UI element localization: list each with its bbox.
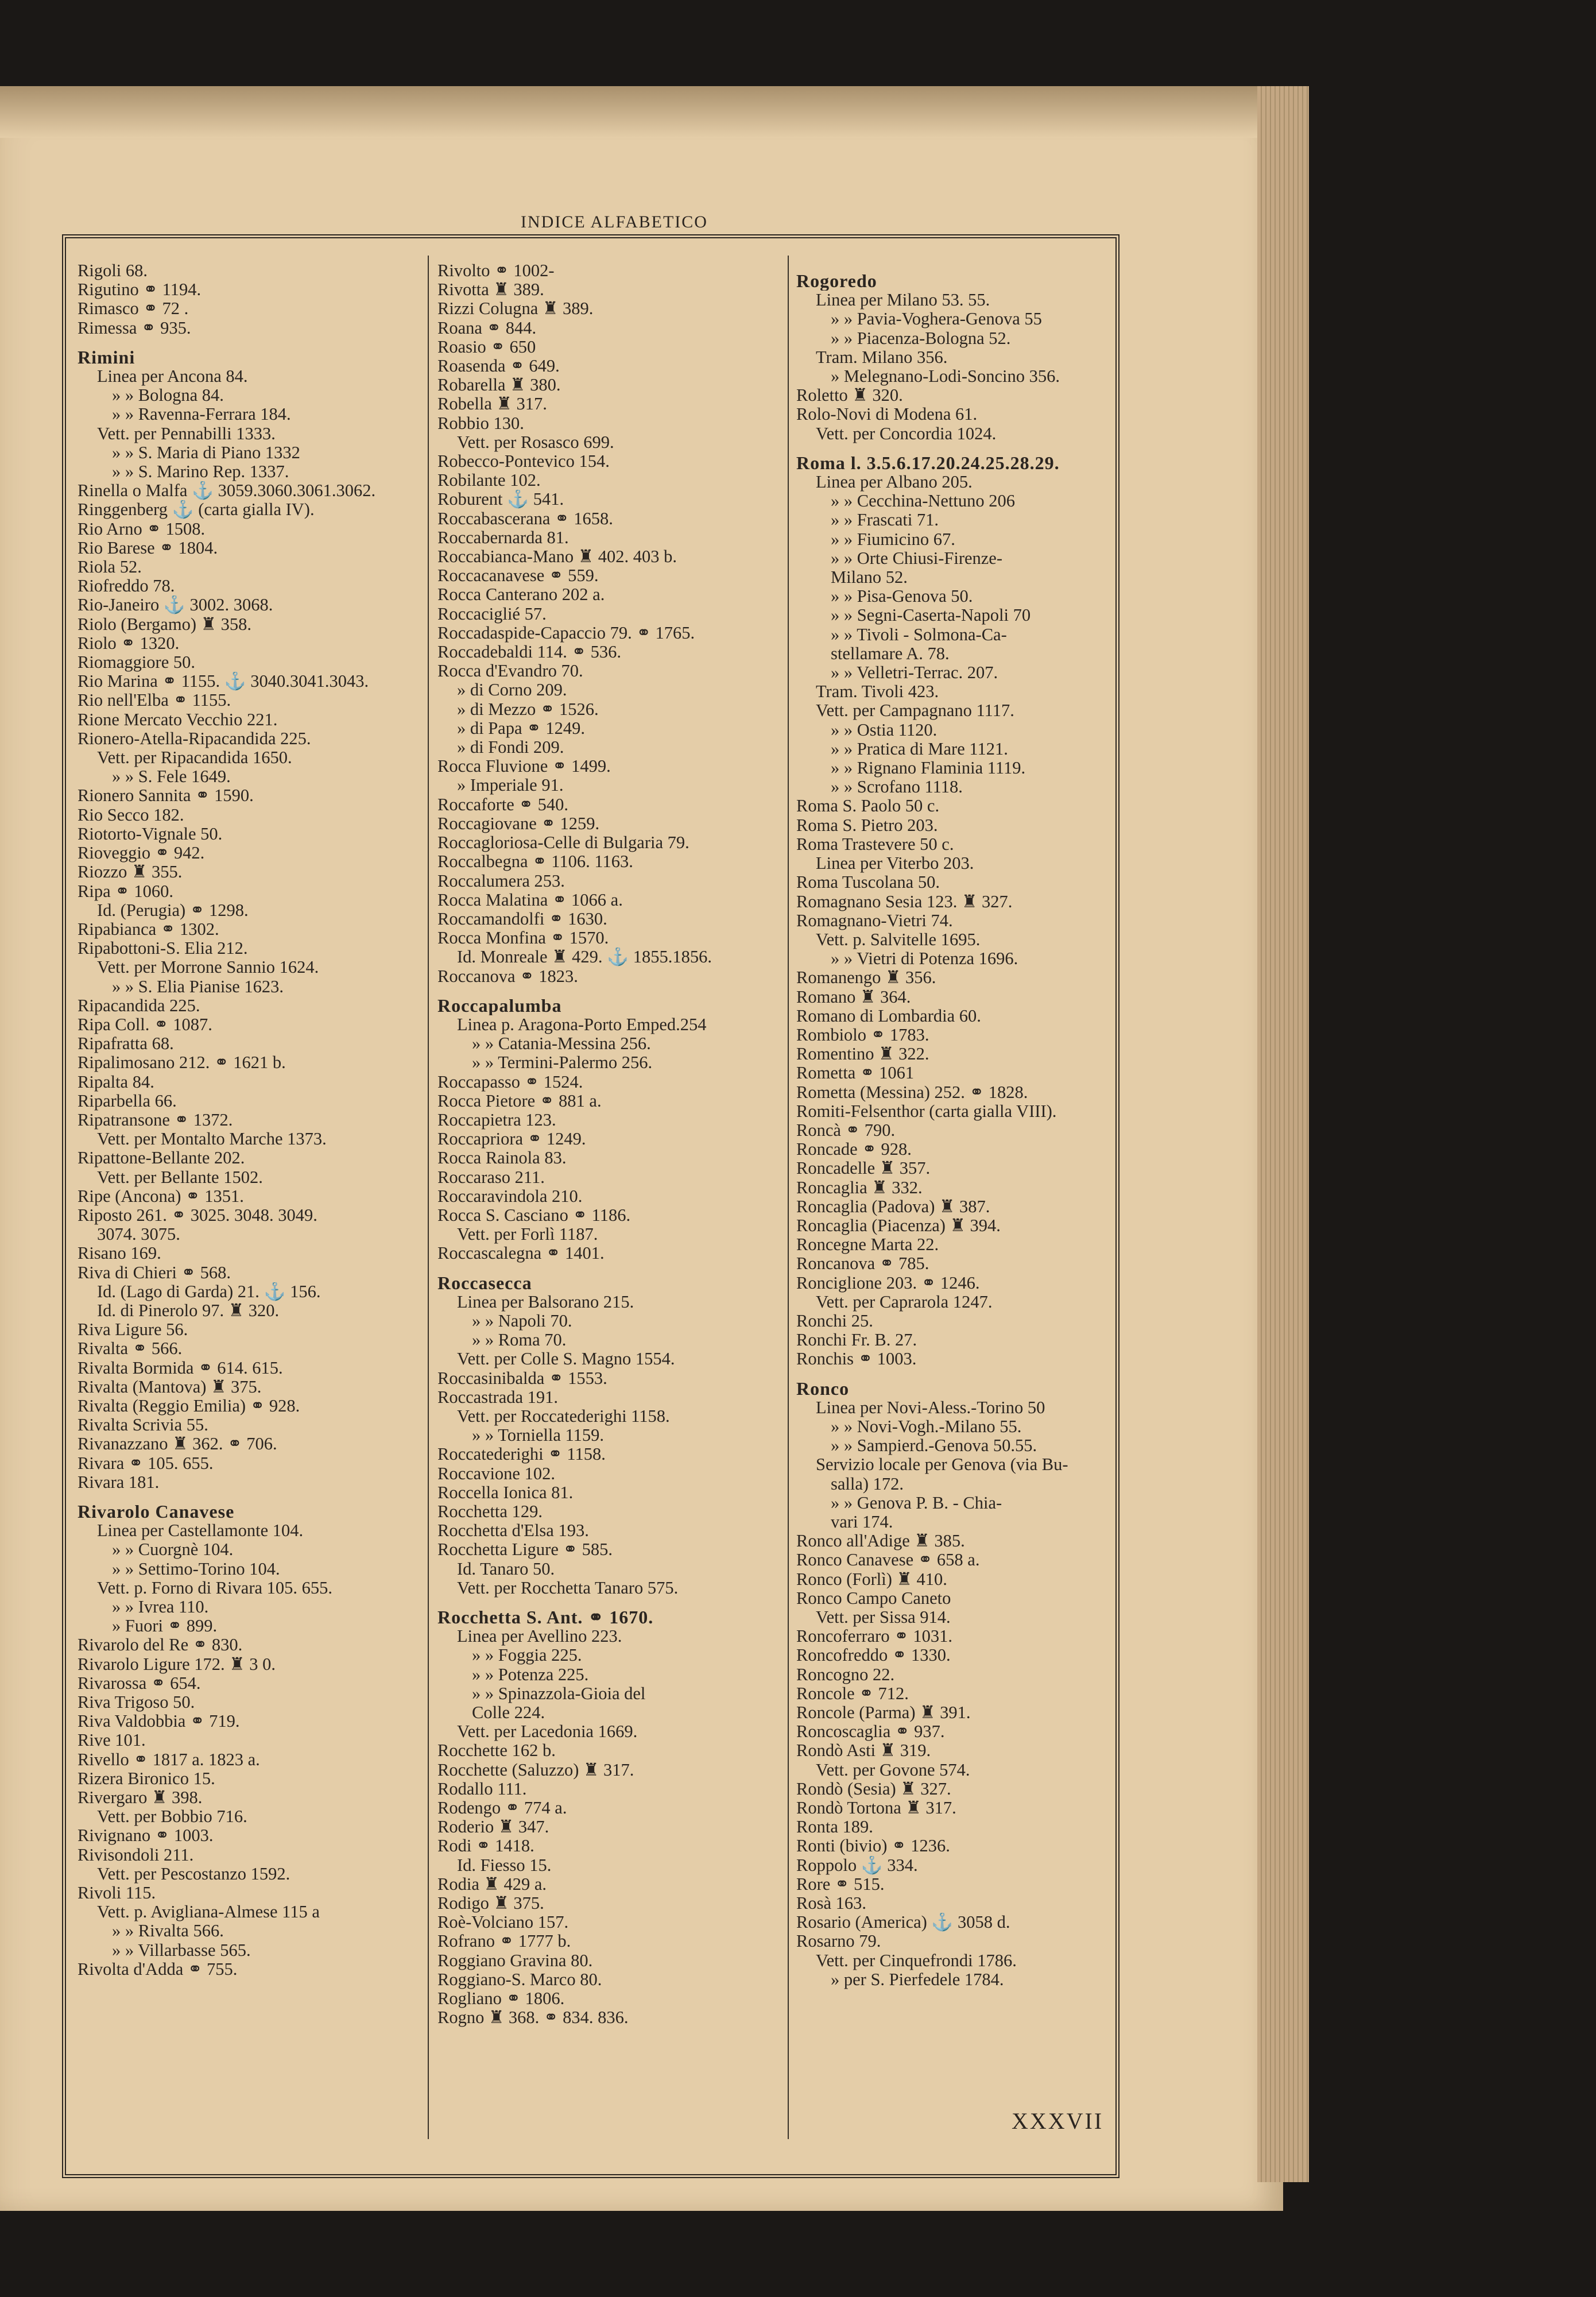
index-entry: Romiti-Felsenthor (carta gialla VIII).: [796, 1101, 1057, 1121]
index-entry: » di Corno 209.: [457, 680, 567, 700]
index-entry: Ripattone-Bellante 202.: [78, 1148, 245, 1168]
index-entry: Riva Trigoso 50.: [78, 1693, 195, 1712]
index-entry: Romano ♜ 364.: [796, 987, 911, 1007]
index-entry: Rive 101.: [78, 1731, 146, 1750]
index-column-3: [796, 261, 1118, 1989]
index-entry: Rivolto ⚭ 1002-: [437, 261, 555, 280]
index-entry: » per S. Pierfedele 1784.: [831, 1970, 1004, 1989]
index-entry: Servizio locale per Genova (via Bu-: [816, 1455, 1068, 1475]
index-entry: Roccadebaldi 114. ⚭ 536.: [437, 643, 622, 662]
index-entry: Rizera Bironico 15.: [78, 1769, 215, 1788]
index-entry: Ripabianca ⚭ 1302.: [78, 919, 219, 939]
index-entry: Roccalbegna ⚭ 1106. 1163.: [437, 852, 633, 872]
index-entry: » » Ivrea 110.: [112, 1598, 209, 1617]
index-entry: Riparbella 66.: [78, 1091, 177, 1111]
index-entry: Roana ⚭ 844.: [437, 318, 537, 338]
index-entry: Robbio 130.: [437, 413, 524, 433]
index-entry: Tram. Milano 356.: [816, 347, 948, 367]
index-heading: Roccasecca: [437, 1273, 532, 1293]
index-entry: Vett. per Colle S. Magno 1554.: [457, 1349, 675, 1369]
index-entry: Rivanazzano ♜ 362. ⚭ 706.: [78, 1434, 277, 1454]
index-entry: Rocchetta 129.: [437, 1502, 543, 1521]
index-entry: » » Pisa-Genova 50.: [831, 587, 973, 606]
index-entry: Rivarolo Ligure 172. ♜ 3 0.: [78, 1654, 276, 1674]
index-entry: Roccaciglié 57.: [437, 604, 547, 624]
index-entry: Ronco Campo Caneto: [796, 1588, 951, 1608]
index-entry: Vett. per Rosasco 699.: [457, 432, 614, 452]
index-entry: » Melegnano-Lodi-Soncino 356.: [831, 367, 1060, 386]
index-entry: Rivara 181.: [78, 1472, 160, 1492]
index-entry: Roccascalegna ⚭ 1401.: [437, 1244, 605, 1263]
index-entry: Ronta 189.: [796, 1818, 873, 1837]
index-entry: Ronchi Fr. B. 27.: [796, 1331, 917, 1350]
index-entry: stellamare A. 78.: [831, 644, 950, 663]
index-entry: Rizzi Colugna ♜ 389.: [437, 299, 594, 319]
index-entry: Romanengo ♜ 356.: [796, 968, 936, 988]
index-entry: Ripabottoni-S. Elia 212.: [78, 939, 248, 958]
index-entry: Vett. per Bobbio 716.: [97, 1807, 247, 1827]
index-entry: Roncole ⚭ 712.: [796, 1684, 909, 1703]
index-entry: Rivello ⚭ 1817 a. 1823 a.: [78, 1750, 260, 1769]
index-entry: » » Rignano Flaminia 1119.: [831, 759, 1026, 778]
index-entry: » » Scrofano 1118.: [831, 778, 963, 797]
index-entry: Roma S. Pietro 203.: [796, 815, 938, 835]
index-heading: Roma l. 3.5.6.17.20.24.25.28.29.: [796, 453, 1060, 473]
index-entry: » Imperiale 91.: [457, 776, 564, 795]
index-entry: Roccapietra 123.: [437, 1110, 556, 1130]
index-entry: Rodallo 111.: [437, 1779, 527, 1799]
index-entry: » » Genova P. B. - Chia-: [831, 1493, 1002, 1513]
index-entry: Roncade ⚭ 928.: [796, 1140, 912, 1159]
index-entry: » » Pratica di Mare 1121.: [831, 739, 1008, 759]
index-entry: 3074. 3075.: [97, 1225, 180, 1244]
index-entry: » » Velletri-Terrac. 207.: [831, 663, 998, 683]
index-entry: » » Segni-Caserta-Napoli 70: [831, 606, 1031, 625]
index-entry: Roccastrada 191.: [437, 1387, 559, 1407]
index-entry: Roncoferraro ⚭ 1031.: [796, 1627, 953, 1646]
index-entry: Linea per Avellino 223.: [457, 1627, 622, 1646]
index-entry: Linea per Castellamonte 104.: [97, 1521, 304, 1541]
index-entry: Rogno ♜ 368. ⚭ 834. 836.: [437, 2008, 629, 2028]
index-entry: Linea per Ancona 84.: [97, 367, 248, 386]
index-entry: Rocchette (Saluzzo) ♜ 317.: [437, 1760, 634, 1780]
index-entry: Rivalta (Reggio Emilia) ⚭ 928.: [78, 1396, 300, 1416]
index-entry: Vett. per Montalto Marche 1373.: [97, 1130, 327, 1149]
index-entry: Romentino ♜ 322.: [796, 1045, 929, 1064]
index-entry: Roccaraso 211.: [437, 1167, 545, 1187]
index-entry: Id. Fiesso 15.: [457, 1855, 552, 1875]
index-entry: » » Piacenza-Bologna 52.: [831, 328, 1011, 348]
index-entry: Riva Ligure 56.: [78, 1320, 188, 1340]
index-entry: Rio-Janeiro ⚓ 3002. 3068.: [78, 595, 273, 615]
index-entry: Linea per Balsorano 215.: [457, 1292, 634, 1312]
index-entry: Roccapasso ⚭ 1524.: [437, 1072, 583, 1092]
index-heading: Roccapalumba: [437, 996, 562, 1015]
index-entry: Riola 52.: [78, 558, 142, 577]
index-entry: Riofreddo 78.: [78, 577, 175, 596]
index-entry: Vett. per Concordia 1024.: [816, 424, 997, 443]
index-entry: Riotorto-Vignale 50.: [78, 824, 223, 844]
index-entry: Roccacanavese ⚭ 559.: [437, 566, 599, 586]
index-entry: Roasenda ⚭ 649.: [437, 357, 560, 376]
index-entry: Vett. p. Avigliana-Almese 115 a: [97, 1902, 320, 1922]
index-entry: Ripa ⚭ 1060.: [78, 881, 174, 901]
index-entry: Roncogno 22.: [796, 1665, 895, 1684]
index-entry: Rore ⚭ 515.: [796, 1874, 885, 1894]
index-entry: Roncaglia ♜ 332.: [796, 1178, 923, 1197]
index-entry: Romagnano Sesia 123. ♜ 327.: [796, 892, 1013, 911]
page-top-shadow: [0, 86, 1283, 138]
index-entry: Rio Marina ⚭ 1155. ⚓ 3040.3041.3043.: [78, 672, 369, 691]
index-entry: Roncanova ⚭ 785.: [796, 1254, 929, 1274]
index-entry: » » Rivalta 566.: [112, 1921, 224, 1941]
index-entry: Rocchette 162 b.: [437, 1741, 556, 1761]
index-entry: » » Bologna 84.: [112, 386, 224, 405]
index-entry: Rivalta (Mantova) ♜ 375.: [78, 1377, 262, 1397]
index-entry: Roggiano Gravina 80.: [437, 1951, 593, 1970]
index-entry: Risano 169.: [78, 1244, 161, 1263]
index-entry: Rometta ⚭ 1061: [796, 1064, 915, 1083]
index-entry: Roccabernarda 81.: [437, 528, 569, 547]
index-entry: » » Spinazzola-Gioia del: [472, 1684, 646, 1703]
index-entry: » Fuori ⚭ 899.: [112, 1617, 218, 1636]
index-entry: Linea per Albano 205.: [816, 473, 973, 492]
index-entry: Rivalta Bormida ⚭ 614. 615.: [78, 1358, 283, 1378]
index-entry: Vett. per Roccatederighi 1158.: [457, 1406, 670, 1426]
index-entry: Robarella ♜ 380.: [437, 376, 561, 395]
index-entry: Ringgenberg ⚓ (carta gialla IV).: [78, 500, 315, 520]
index-entry: Id. Tanaro 50.: [457, 1559, 555, 1579]
index-entry: Rondò Asti ♜ 319.: [796, 1741, 931, 1761]
index-entry: Roderio ♜ 347.: [437, 1818, 549, 1837]
index-entry: Roccella Ionica 81.: [437, 1483, 574, 1502]
index-entry: Linea per Milano 53. 55.: [816, 291, 990, 310]
index-entry: Rivarossa ⚭ 654.: [78, 1673, 201, 1693]
index-entry: Ripatransone ⚭ 1372.: [78, 1110, 233, 1130]
index-entry: Robella ♜ 317.: [437, 395, 547, 414]
index-entry: Ripalimosano 212. ⚭ 1621 b.: [78, 1053, 286, 1073]
index-entry: » » Orte Chiusi-Firenze-: [831, 548, 1002, 568]
index-entry: Romagnano-Vietri 74.: [796, 911, 953, 930]
index-entry: Roletto ♜ 320.: [796, 386, 903, 405]
index-entry: Rodigo ♜ 375.: [437, 1894, 544, 1913]
index-entry: Vett. per Cinquefrondi 1786.: [816, 1951, 1017, 1970]
index-entry: Vett. per Bellante 1502.: [97, 1167, 263, 1187]
index-entry: Rodengo ⚭ 774 a.: [437, 1799, 567, 1818]
index-entry: Roccaforte ⚭ 540.: [437, 795, 568, 814]
index-entry: Roppolo ⚓ 334.: [796, 1855, 918, 1875]
index-entry: Roccalumera 253.: [437, 871, 565, 891]
index-entry: Rocca Monfina ⚭ 1570.: [437, 929, 609, 948]
index-entry: Rodia ♜ 429 a.: [437, 1874, 547, 1894]
index-entry: Roma Trastevere 50 c.: [796, 834, 954, 854]
index-entry: » » Termini-Palermo 256.: [472, 1053, 653, 1073]
index-entry: Vett. per Sissa 914.: [816, 1608, 951, 1627]
index-entry: Milano 52.: [831, 568, 908, 587]
index-entry: » » Napoli 70.: [472, 1311, 572, 1331]
index-entry: Rioveggio ⚭ 942.: [78, 844, 205, 863]
index-heading: Rocchetta S. Ant. ⚭ 1670.: [437, 1608, 654, 1627]
index-heading: Rimini: [78, 347, 135, 368]
index-entry: » » Cuorgnè 104.: [112, 1540, 234, 1560]
index-entry: salla) 172.: [831, 1474, 904, 1494]
index-entry: Rodi ⚭ 1418.: [437, 1836, 534, 1856]
index-entry: Rio Arno ⚭ 1508.: [78, 519, 206, 539]
column-separator: [428, 256, 429, 2139]
index-entry: Roccanova ⚭ 1823.: [437, 966, 578, 986]
index-heading: Rogoredo: [796, 272, 877, 291]
index-entry: Rosà 163.: [796, 1894, 866, 1913]
index-entry: Rometta (Messina) 252. ⚭ 1828.: [796, 1082, 1028, 1102]
index-entry: Rosarno 79.: [796, 1932, 881, 1951]
index-entry: Rocca Rainola 83.: [437, 1148, 567, 1168]
index-entry: » » Frascati 71.: [831, 511, 939, 530]
index-entry: Riolo ⚭ 1320.: [78, 633, 180, 653]
index-entry: Rocca Canterano 202 a.: [437, 585, 605, 605]
index-entry: Rocca Pietore ⚭ 881 a.: [437, 1091, 602, 1111]
index-entry: Rinella o Malfa ⚓ 3059.3060.3061.3062.: [78, 481, 376, 501]
index-entry: Rivalta ⚭ 566.: [78, 1339, 183, 1359]
index-entry: » » S. Maria di Piano 1332: [112, 443, 300, 462]
index-entry: Ripafratta 68.: [78, 1034, 174, 1054]
index-entry: » » Sampierd.-Genova 50.55.: [831, 1436, 1037, 1456]
index-entry: Id. Monreale ♜ 429. ⚓ 1855.1856.: [457, 948, 712, 967]
index-entry: Roccatederighi ⚭ 1158.: [437, 1445, 606, 1464]
index-entry: » » S. Fele 1649.: [112, 767, 231, 787]
index-entry: Rivara ⚭ 105. 655.: [78, 1453, 214, 1473]
index-entry: Rivisondoli 211.: [78, 1845, 194, 1865]
index-entry: Rionero Sannita ⚭ 1590.: [78, 786, 254, 806]
index-entry: Vett. per Ripacandida 1650.: [97, 748, 292, 768]
index-entry: Robilante 102.: [437, 471, 541, 490]
index-entry: » » S. Marino Rep. 1337.: [112, 462, 289, 482]
index-entry: Rocchetta d'Elsa 193.: [437, 1521, 589, 1541]
index-entry: Ronco all'Adige ♜ 385.: [796, 1532, 965, 1551]
index-entry: Id. di Pinerolo 97. ♜ 320.: [97, 1301, 280, 1320]
index-entry: Roccaravindola 210.: [437, 1186, 583, 1206]
index-entry: Rocca S. Casciano ⚭ 1186.: [437, 1205, 631, 1225]
index-entry: Ronciglione 203. ⚭ 1246.: [796, 1273, 980, 1293]
index-entry: Roccabianca-Mano ♜ 402. 403 b.: [437, 547, 677, 567]
index-entry: » » Potenza 225.: [472, 1665, 589, 1684]
index-entry: Rimessa ⚭ 935.: [78, 318, 191, 338]
index-entry: Riozzo ♜ 355.: [78, 863, 183, 882]
column-separator: [788, 256, 789, 2139]
index-entry: » di Mezzo ⚭ 1526.: [457, 699, 599, 719]
index-entry: Roggiano-S. Marco 80.: [437, 1970, 602, 1989]
index-entry: Rocchetta Ligure ⚭ 585.: [437, 1540, 613, 1560]
index-column-1: [78, 261, 416, 1979]
index-entry: Vett. per Morrone Sannio 1624.: [97, 958, 319, 977]
index-entry: Roncadelle ♜ 357.: [796, 1159, 931, 1178]
index-entry: Id. (Lago di Garda) 21. ⚓ 156.: [97, 1282, 321, 1301]
index-entry: Rio nell'Elba ⚭ 1155.: [78, 691, 231, 710]
index-entry: » » Torniella 1159.: [472, 1426, 604, 1445]
index-entry: Robecco-Pontevico 154.: [437, 452, 610, 471]
index-entry: Rio Secco 182.: [78, 805, 184, 825]
index-entry: Tram. Tivoli 423.: [816, 682, 939, 702]
index-entry: Rivoli 115.: [78, 1884, 156, 1903]
index-entry: Rondò Tortona ♜ 317.: [796, 1799, 956, 1818]
index-entry: Rofrano ⚭ 1777 b.: [437, 1932, 571, 1951]
index-entry: » » Roma 70.: [472, 1331, 567, 1350]
index-entry: » » Foggia 225.: [472, 1646, 582, 1665]
index-entry: Roè-Volciano 157.: [437, 1913, 569, 1932]
index-entry: Vett. per Campagnano 1117.: [816, 701, 1014, 721]
index-entry: Riva Valdobbia ⚭ 719.: [78, 1712, 240, 1731]
index-entry: » » Ravenna-Ferrara 184.: [112, 405, 291, 424]
index-entry: » » S. Elia Pianise 1623.: [112, 977, 284, 996]
index-entry: Linea per Novi-Aless.-Torino 50: [816, 1398, 1045, 1417]
index-entry: » di Fondi 209.: [457, 738, 564, 757]
index-entry: Rimasco ⚭ 72 .: [78, 299, 189, 319]
index-entry: Roncole (Parma) ♜ 391.: [796, 1703, 971, 1723]
index-entry: Ripalta 84.: [78, 1072, 154, 1092]
index-entry: Roccamandolfi ⚭ 1630.: [437, 909, 607, 929]
index-entry: » » Settimo-Torino 104.: [112, 1559, 280, 1579]
index-entry: Rocca d'Evandro 70.: [437, 662, 583, 681]
index-entry: Vett. per Govone 574.: [816, 1760, 970, 1780]
index-entry: Roccabascerana ⚭ 1658.: [437, 509, 613, 528]
index-entry: Roccasinibalda ⚭ 1553.: [437, 1368, 607, 1388]
index-entry: Vett. p. Forno di Rivara 105. 655.: [97, 1578, 333, 1598]
index-entry: Rolo-Novi di Modena 61.: [796, 405, 978, 424]
index-entry: Roncà ⚭ 790.: [796, 1120, 896, 1140]
index-entry: Rigutino ⚭ 1194.: [78, 280, 202, 300]
index-heading: Rivarolo Canavese: [78, 1502, 235, 1522]
index-entry: Linea p. Aragona-Porto Emped.254: [457, 1015, 707, 1034]
index-entry: Ripa Coll. ⚭ 1087.: [78, 1015, 212, 1034]
index-entry: Roccapriora ⚭ 1249.: [437, 1130, 586, 1149]
index-entry: » » Pavia-Voghera-Genova 55: [831, 310, 1042, 329]
index-entry: » » Catania-Messina 256.: [472, 1034, 651, 1054]
index-entry: Vett. per Caprarola 1247.: [816, 1292, 993, 1312]
index-entry: Roccavione 102.: [437, 1464, 555, 1483]
index-entry: Roburent ⚓ 541.: [437, 490, 564, 509]
index-entry: Vett. per Rocchetta Tanaro 575.: [457, 1578, 679, 1598]
index-entry: Ronco (Forlì) ♜ 410.: [796, 1569, 947, 1589]
index-entry: Romano di Lombardia 60.: [796, 1006, 981, 1026]
index-entry: Rivignano ⚭ 1003.: [78, 1826, 214, 1846]
index-entry: Rivolta d'Adda ⚭ 755.: [78, 1959, 238, 1979]
page-header: INDICE ALFABETICO: [521, 212, 708, 231]
index-entry: Ripe (Ancona) ⚭ 1351.: [78, 1186, 244, 1206]
index-entry: Rivergaro ♜ 398.: [78, 1788, 203, 1808]
index-entry: Roasio ⚭ 650: [437, 337, 536, 357]
index-entry: Roma S. Paolo 50 c.: [796, 796, 940, 816]
index-entry: Roncegne Marta 22.: [796, 1235, 939, 1255]
index-entry: Rogliano ⚭ 1806.: [437, 1989, 565, 2009]
index-entry: Ronti (bivio) ⚭ 1236.: [796, 1836, 950, 1856]
index-entry: » » Tivoli - Solmona-Ca-: [831, 625, 1007, 644]
index-entry: Linea per Viterbo 203.: [816, 854, 974, 873]
page-number: XXXVII: [1012, 2108, 1104, 2134]
index-entry: Ripacandida 225.: [78, 996, 200, 1015]
index-entry: Rione Mercato Vecchio 221.: [78, 710, 278, 729]
index-entry: » » Vietri di Potenza 1696.: [831, 949, 1018, 969]
index-entry: Ronchi 25.: [796, 1311, 873, 1331]
index-entry: Rondò (Sesia) ♜ 327.: [796, 1779, 951, 1799]
index-entry: Vett. per Pescostanzo 1592.: [97, 1864, 290, 1884]
index-entry: Riolo (Bergamo) ♜ 358.: [78, 614, 251, 634]
index-entry: Rocca Malatina ⚭ 1066 a.: [437, 890, 623, 910]
index-column-2: [437, 261, 776, 2027]
index-entry: Rocca Fluvione ⚭ 1499.: [437, 757, 611, 776]
index-entry: Roncofreddo ⚭ 1330.: [796, 1646, 951, 1665]
index-entry: Riomaggiore 50.: [78, 653, 195, 672]
index-entry: Riposto 261. ⚭ 3025. 3048. 3049.: [78, 1205, 317, 1225]
index-entry: » » Ostia 1120.: [831, 720, 938, 740]
index-entry: Ronco Canavese ⚭ 658 a.: [796, 1550, 980, 1570]
index-entry: » di Papa ⚭ 1249.: [457, 718, 585, 738]
index-entry: Roma Tuscolana 50.: [796, 873, 940, 892]
index-entry: Rombiolo ⚭ 1783.: [796, 1025, 929, 1045]
index-entry: » » Novi-Vogh.-Milano 55.: [831, 1417, 1022, 1436]
index-entry: Rivotta ♜ 389.: [437, 280, 544, 300]
index-entry: Vett. per Pennabilli 1333.: [97, 424, 276, 443]
index-entry: Vett. per Lacedonia 1669.: [457, 1722, 638, 1742]
index-entry: Roncoscaglia ⚭ 937.: [796, 1722, 945, 1742]
index-entry: Ronchis ⚭ 1003.: [796, 1349, 917, 1369]
index-entry: Rosario (America) ⚓ 3058 d.: [796, 1913, 1010, 1932]
index-entry: » » Fiumicino 67.: [831, 529, 955, 549]
index-entry: » » Villarbasse 565.: [112, 1940, 251, 1960]
index-entry: Vett. per Forlì 1187.: [457, 1225, 598, 1244]
index-entry: Roccadaspide-Capaccio 79. ⚭ 1765.: [437, 623, 695, 643]
index-entry: Rigoli 68.: [78, 261, 148, 280]
index-heading: Ronco: [796, 1379, 850, 1398]
index-entry: Roccagloriosa-Celle di Bulgaria 79.: [437, 833, 689, 853]
index-entry: Rio Barese ⚭ 1804.: [78, 538, 218, 558]
index-entry: » » Cecchina-Nettuno 206: [831, 492, 1016, 511]
index-entry: Colle 224.: [472, 1703, 545, 1723]
index-entry: Roncaglia (Piacenza) ♜ 394.: [796, 1216, 1001, 1235]
index-entry: Vett. p. Salvitelle 1695.: [816, 930, 981, 949]
index-entry: vari 174.: [831, 1513, 893, 1532]
index-entry: Rionero-Atella-Ripacandida 225.: [78, 729, 311, 748]
index-entry: Rivarolo del Re ⚭ 830.: [78, 1635, 243, 1655]
index-entry: Roccagiovane ⚭ 1259.: [437, 814, 600, 833]
page-stack-edge: [1257, 86, 1309, 2182]
index-entry: Rivalta Scrivia 55.: [78, 1416, 208, 1435]
index-entry: Id. (Perugia) ⚭ 1298.: [97, 900, 249, 920]
index-entry: Riva di Chieri ⚭ 568.: [78, 1263, 231, 1282]
index-entry: Roncaglia (Padova) ♜ 387.: [796, 1197, 990, 1216]
